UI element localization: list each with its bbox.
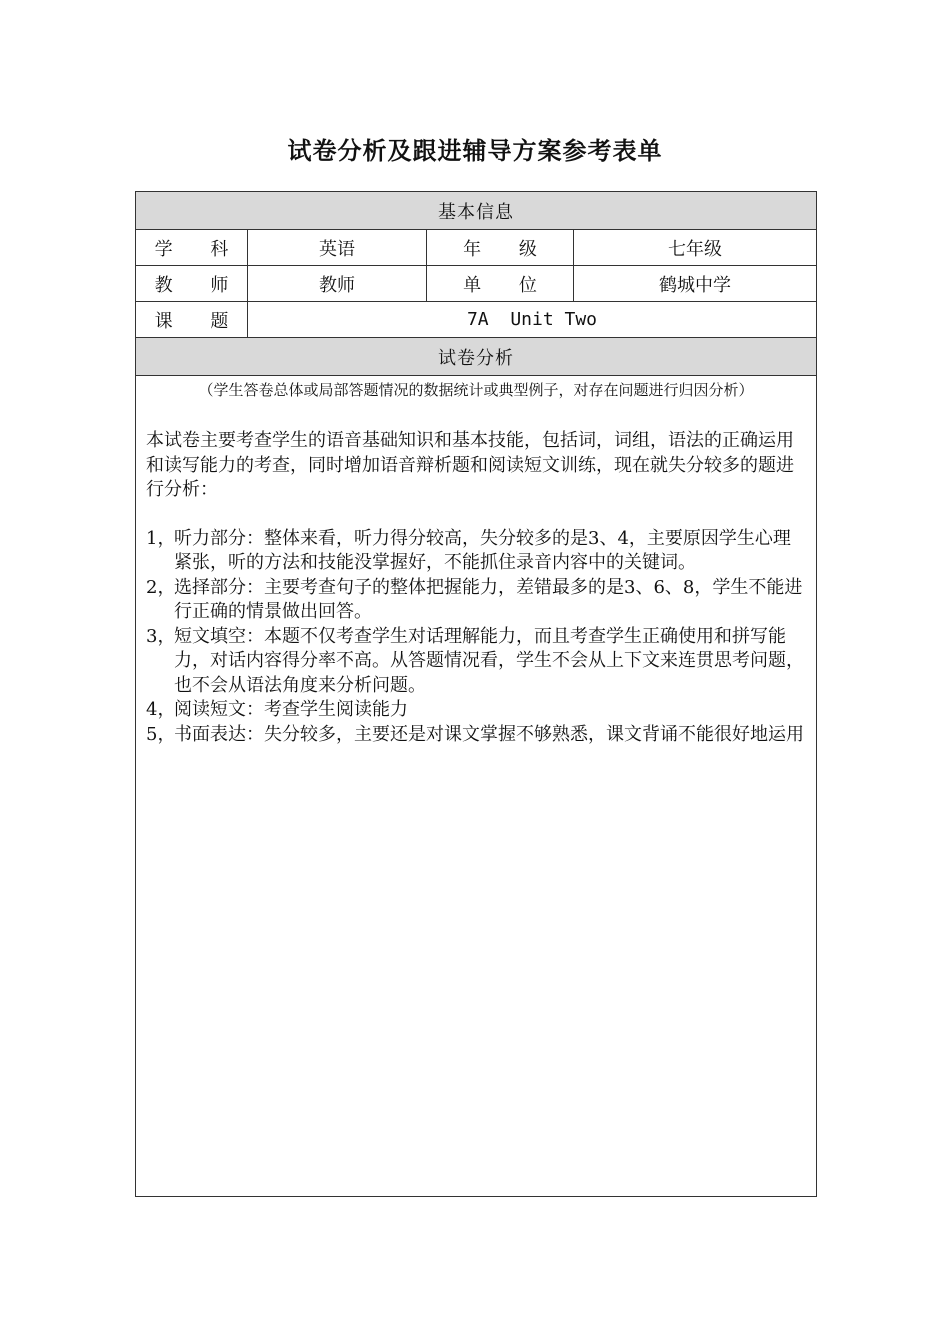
item-text: 短文填空：本题不仅考查学生对话理解能力，而且考查学生正确使用和拼写能力，对话内容得分率不高。从答题情况看，学生不会从上下文来连贯思考问题，也不会从语法角度来分析问题。 (174, 625, 804, 696)
item-number: 4， (146, 699, 176, 720)
analysis-note: （学生答卷总体或局部答题情况的数据统计或典型例子，对存在问题进行归因分析） (198, 381, 754, 399)
topic-value: 7A Unit Two (248, 302, 817, 338)
reference-form-table (135, 191, 817, 1197)
teacher-label: 教 师 (136, 266, 248, 302)
analysis-item (146, 527, 806, 576)
analysis-item (146, 723, 806, 748)
analysis-intro: 本试卷主要考查学生的语音基础知识和基本技能，包括词，词组，语法的正确运用和读写能力的考查，同时增加语音辩析题和阅读短文训练，现在就失分较多的题进行分析： (146, 430, 794, 500)
topic-label: 课 题 (136, 302, 248, 338)
analysis-header: 试卷分析 (136, 338, 817, 376)
item-text: 阅读短文：考查学生阅读能力 (174, 699, 408, 720)
item-text: 选择部分：主要考查句子的整体把握能力，差错最多的是3、6、8，学生不能进行正确的情景做出回答。 (174, 576, 803, 622)
grade-value: 七年级 (574, 230, 817, 266)
unit-value: 鹤城中学 (574, 266, 817, 302)
item-number: 5， (146, 723, 176, 745)
item-number: 3， (146, 625, 176, 647)
item-text: 听力部分：整体来看，听力得分较高，失分较多的是3、4，主要原因学生心理紧张，听的方法和技能没掌握好，不能抓住录音内容中的关键词。 (174, 527, 791, 573)
basic-info-header: 基本信息 (136, 192, 817, 230)
analysis-item (146, 625, 806, 699)
analysis-body (136, 376, 817, 1197)
unit-label: 单 位 (427, 266, 574, 302)
item-number: 2， (146, 576, 176, 598)
grade-label: 年 级 (427, 230, 574, 266)
item-text: 书面表达：失分较多，主要还是对课文掌握不够熟悉，课文背诵不能很好地运用 (174, 723, 804, 745)
teacher-value: 教师 (248, 266, 427, 302)
item-number: 1， (146, 527, 176, 549)
analysis-item (146, 698, 806, 723)
analysis-item (146, 576, 806, 625)
subject-label: 学 科 (136, 230, 248, 266)
page-title: 试卷分析及跟进辅导方案参考表单 (287, 137, 663, 165)
subject-value: 英语 (248, 230, 427, 266)
